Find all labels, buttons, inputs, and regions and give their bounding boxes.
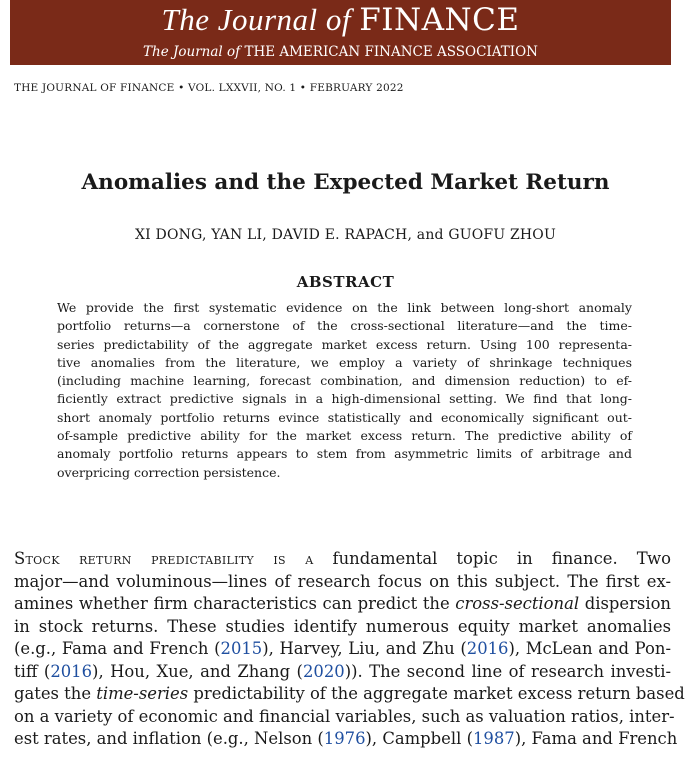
citation-link[interactable]: 2020 (302, 661, 345, 681)
body-line: in stock returns. These studies identify numerous equity market anomalies (14, 616, 671, 636)
journal-title: The Journal of FINANCE (161, 2, 520, 38)
citation-link[interactable]: 1976 (323, 729, 366, 748)
citation-link[interactable]: 1987 (472, 729, 515, 748)
abstract-line: (including machine learning, forecast combination, and dimension reduction) to ef- (57, 373, 632, 389)
body-paragraph (14, 548, 685, 751)
abstract-line: anomaly portfolio returns appears to stem from asymmetric limits of arbitrage and (57, 446, 632, 462)
running-head: THE JOURNAL OF FINANCE • VOL. LXXVII, NO. 1 • FEBRUARY 2022 (14, 82, 404, 94)
emphasis: cross-sectional (455, 594, 580, 613)
abstract-line: tive anomalies from the literature, we employ a variety of shrinkage techniques (57, 354, 632, 370)
abstract-line: We provide the first systematic evidence on the link between long-short anomaly (57, 300, 632, 315)
paper-title: Anomalies and the Expected Market Return (81, 170, 610, 195)
journal-subtitle: The Journal of THE AMERICAN FINANCE ASSOCIATION (143, 44, 538, 60)
abstract-line: portfolio returns—a cornerstone of the cross-sectional literature—and the time- (57, 318, 632, 334)
abstract-heading: ABSTRACT (296, 273, 395, 291)
body-line: tiff (2016), Hou, Xue, and Zhang (2020)). The second line of research investi- (14, 661, 671, 681)
emphasis: time-series (96, 684, 189, 703)
body-line: amines whether firm characteristics can predict the cross-sectional dispersion (14, 594, 671, 613)
abstract-line: series predictability of the aggregate market excess return. Using 100 representa- (57, 336, 632, 352)
body-line: gates the time-series predictability of the aggregate market excess return based (14, 684, 685, 703)
body-line: major—and voluminous—lines of research focus on this subject. The first ex- (14, 571, 671, 591)
body-line: on a variety of economic and financial variables, such as valuation ratios, inter- (14, 706, 675, 726)
citation-link[interactable]: 2016 (466, 639, 509, 658)
citation-link[interactable]: 2015 (220, 639, 263, 658)
body-line: (e.g., Fama and French (2015), Harvey, Liu, and Zhu (2016), McLean and Pon- (14, 639, 672, 658)
body-line: est rates, and inflation (e.g., Nelson (1976), Campbell (1987), Fama and French (14, 729, 678, 748)
abstract-line: overpricing correction persistence. (57, 464, 281, 480)
author-list: XI DONG, YAN LI, DAVID E. RAPACH, and GUOFU ZHOU (135, 227, 556, 243)
lead-small-caps: Stock return predictability is a (14, 549, 314, 568)
abstract-line: of-sample predictive ability for the market excess return. The predictive ability of (57, 428, 632, 444)
abstract-body (57, 299, 632, 482)
journal-masthead (10, 0, 671, 65)
abstract-line: short anomaly portfolio returns evince statistically and economically significant out- (57, 409, 632, 425)
body-line: Stock return predictability is a fundamental topic in finance. Two (14, 549, 671, 568)
citation-link[interactable]: 2016 (50, 661, 93, 681)
abstract-line: ficiently extract predictive signals in a high-dimensional setting. We find that long- (57, 391, 632, 407)
